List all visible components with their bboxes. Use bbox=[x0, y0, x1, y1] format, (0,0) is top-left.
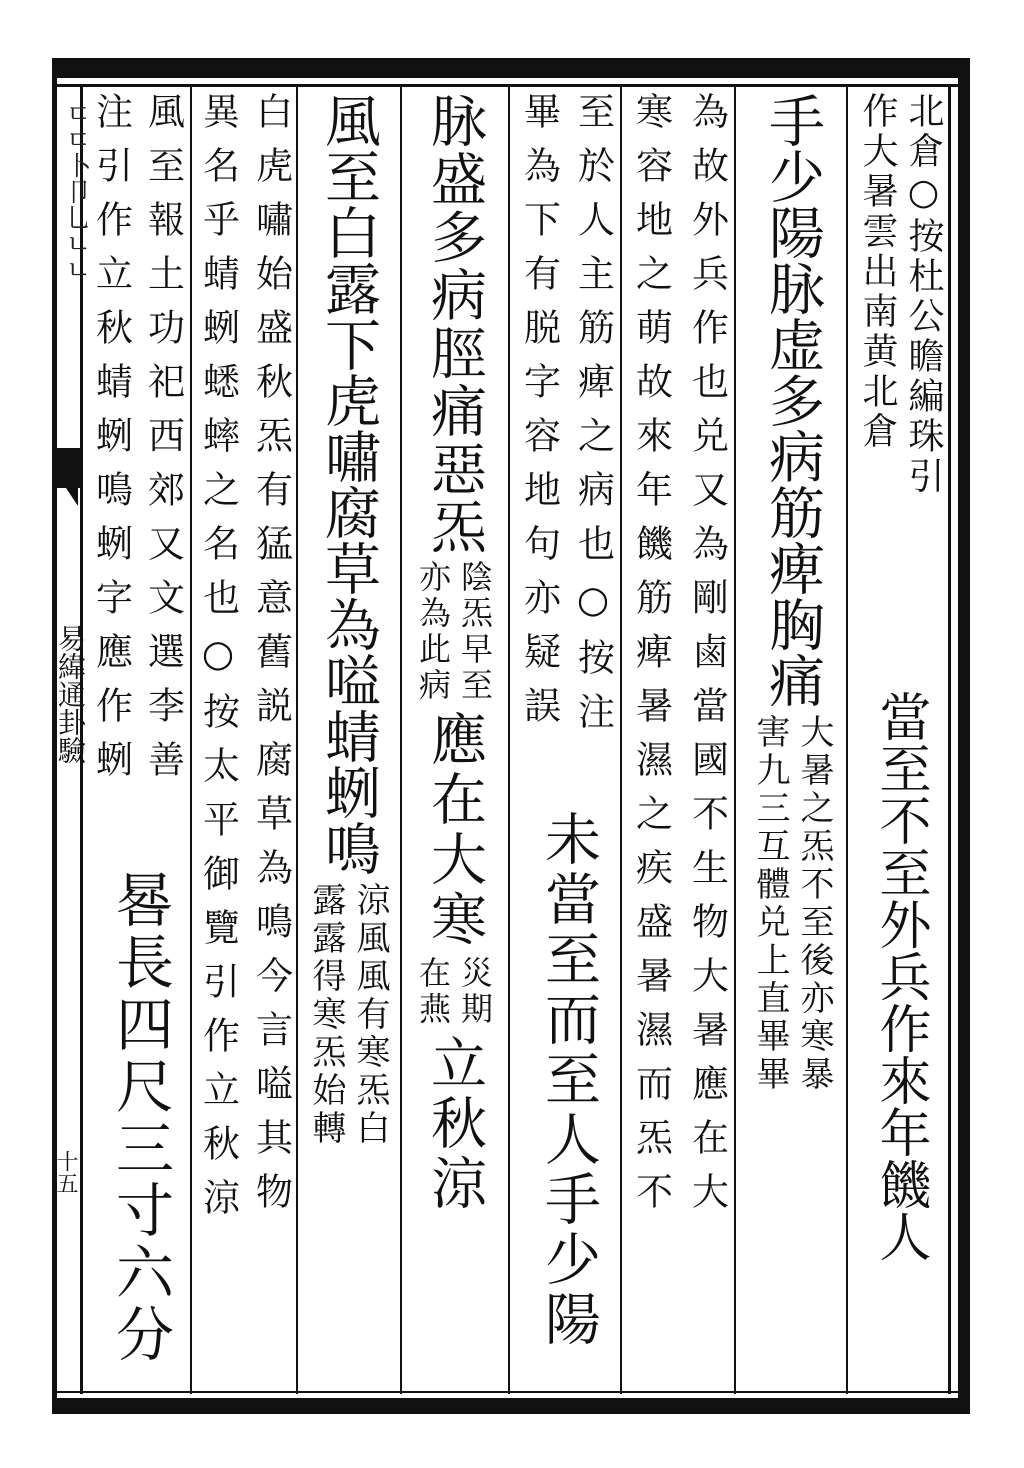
main-text: 當至不至外兵作來年饑人 bbox=[870, 690, 930, 1262]
text-column-13 bbox=[86, 92, 136, 794]
text-column-3 bbox=[740, 92, 844, 1094]
note-line: 災期 bbox=[456, 956, 494, 1028]
column-rule bbox=[846, 84, 848, 1394]
book-title: 易緯通卦驗 bbox=[54, 624, 87, 764]
note-pair bbox=[750, 714, 834, 1094]
page-border-top bbox=[52, 58, 970, 78]
text-column-5 bbox=[624, 92, 678, 1226]
note-line: 陰炁早至 bbox=[456, 560, 494, 704]
main-text: 立秋涼 bbox=[422, 1034, 487, 1214]
text-column-4 bbox=[680, 92, 734, 1226]
text-column-6 bbox=[566, 92, 620, 746]
main-text: 晷長四尺三寸六分 bbox=[106, 870, 174, 1366]
column-rule bbox=[508, 84, 510, 1394]
page-border-right bbox=[958, 58, 970, 1414]
text-column-2 bbox=[852, 690, 948, 1262]
text-column-6-main bbox=[520, 810, 616, 1350]
text-column-7 bbox=[512, 92, 566, 740]
main-text: 風至白露下虎嘯腐草為嗌蜻蛚鳴 bbox=[316, 92, 381, 876]
text-column-9 bbox=[300, 92, 396, 1148]
commentary-line: 異名乎蜻蛚蟋蟀之名也○按太平御覽引作立秋涼 bbox=[196, 92, 240, 1232]
page-border-bottom bbox=[52, 1398, 970, 1414]
main-text: 手少陽脉虚多病筋痺胸痛 bbox=[760, 92, 825, 708]
note-pair bbox=[857, 92, 944, 497]
commentary-line: 畢為下有脱字容地句亦疑誤 bbox=[517, 92, 561, 740]
note-line: 北倉○按杜公瞻編珠引 bbox=[903, 92, 944, 497]
text-column-13-main bbox=[92, 870, 188, 1366]
fishtail-mark-tip bbox=[66, 488, 78, 506]
column-rule bbox=[620, 84, 622, 1394]
note-pair bbox=[414, 560, 494, 704]
note-line: 大暑之炁不至後亦寒暴 bbox=[794, 714, 834, 1094]
main-text: 脉盛多病脛痛惡炁 bbox=[422, 92, 487, 556]
note-line: 作大暑雲出南黄北倉 bbox=[857, 92, 898, 452]
commentary-line: 寒容地之萌故來年饑筋痺暑濕之疾盛暑濕而炁不 bbox=[629, 92, 673, 1226]
commentary-line: 至於人主筋痺之病也○按注 bbox=[571, 92, 615, 746]
page-border-right-inner bbox=[948, 84, 951, 1394]
note-pair bbox=[414, 956, 494, 1028]
note-line: 害九三互體兑上直畢畢 bbox=[750, 714, 790, 1094]
note-line: 涼風風有寒炁白 bbox=[350, 882, 390, 1148]
note-line: 亦為此病 bbox=[414, 560, 452, 704]
commentary-line: 注引作立秋蜻蛚鳴蛚字應作蛚 bbox=[89, 92, 133, 794]
page-number: 十五 bbox=[53, 1150, 78, 1194]
commentary-line: 風至報土功祀西郊又文選李善 bbox=[141, 92, 185, 794]
main-text: 未當至而至人手少陽 bbox=[536, 810, 601, 1350]
text-column-1 bbox=[852, 92, 948, 497]
gutter-marks: ㄷㄷ卜卩乚ㄴㄴ bbox=[61, 100, 91, 282]
main-text: 應在大寒 bbox=[422, 710, 487, 950]
commentary-line: 為故外兵作也兑又為剛鹵當國不生物大暑應在大 bbox=[685, 92, 729, 1226]
text-column-10 bbox=[244, 92, 298, 1226]
text-column-8 bbox=[406, 92, 502, 1214]
note-pair bbox=[306, 882, 390, 1148]
note-line: 露露得寒炁始轉 bbox=[306, 882, 346, 1148]
column-rule bbox=[400, 84, 402, 1394]
commentary-line: 白虎嘯始盛秋炁有猛意舊説腐草為鳴今言嗌其物 bbox=[249, 92, 293, 1226]
text-column-11 bbox=[192, 92, 244, 1232]
note-line: 在燕 bbox=[414, 956, 452, 1028]
column-rule bbox=[734, 84, 736, 1394]
fishtail-mark bbox=[57, 448, 80, 488]
text-column-12 bbox=[136, 92, 190, 794]
